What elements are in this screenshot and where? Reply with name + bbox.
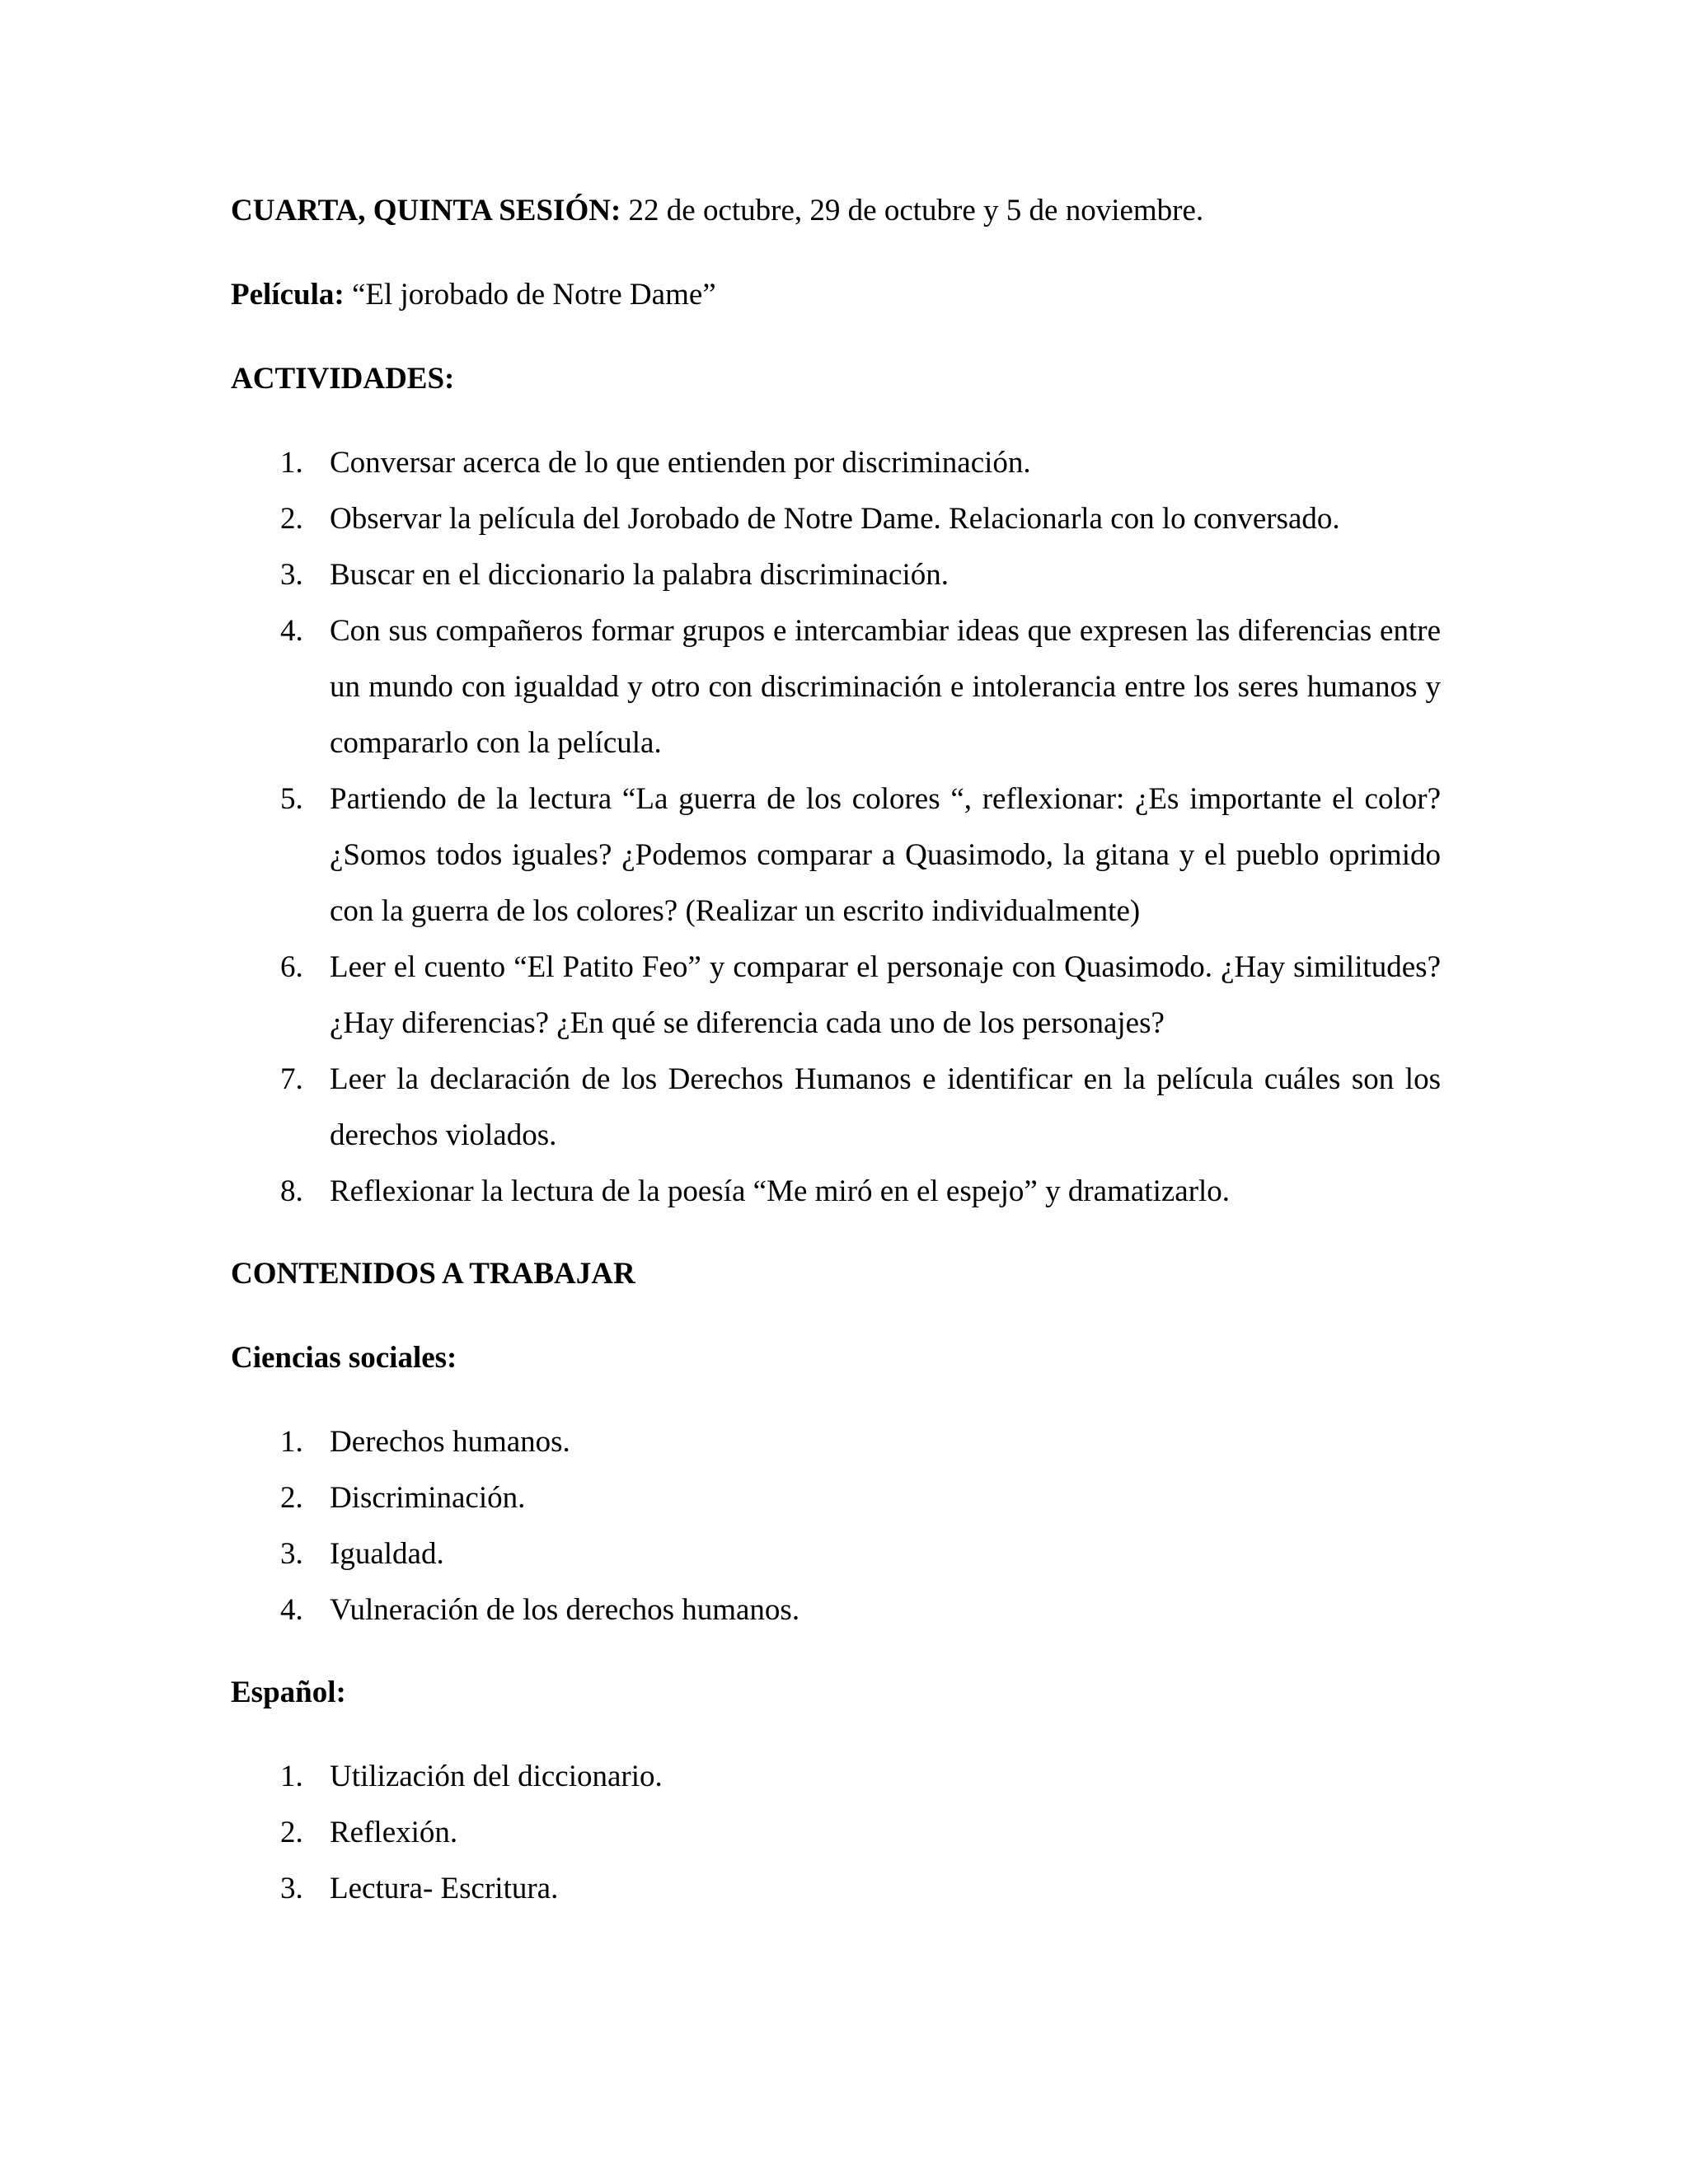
spanish-list xyxy=(231,1749,1441,1917)
item-number: 2. xyxy=(280,1481,303,1515)
list-item xyxy=(231,1582,1441,1638)
item-text: Igualdad. xyxy=(330,1537,444,1571)
item-number: 3. xyxy=(280,1872,303,1905)
session-dates: 22 de octubre, 29 de octubre y 5 de noviembre. xyxy=(621,194,1204,227)
item-text: Utilización del diccionario. xyxy=(330,1760,663,1793)
list-item xyxy=(231,1861,1441,1917)
item-number: 1. xyxy=(280,1760,303,1793)
social-heading: Ciencias sociales: xyxy=(231,1341,457,1375)
list-item xyxy=(231,1805,1441,1861)
activities-heading: ACTIVIDADES: xyxy=(231,362,455,396)
list-item xyxy=(231,1164,1441,1220)
item-number: 1. xyxy=(280,1425,303,1459)
list-item xyxy=(231,1052,1441,1164)
item-text: Derechos humanos. xyxy=(330,1425,570,1459)
session-line xyxy=(231,183,1441,239)
spanish-heading: Español: xyxy=(231,1675,346,1709)
item-number: 4. xyxy=(280,1593,303,1627)
item-text: Vulneración de los derechos humanos. xyxy=(330,1593,800,1627)
session-label: CUARTA, QUINTA SESIÓN: xyxy=(231,194,621,227)
item-number: 8. xyxy=(280,1174,303,1208)
list-item xyxy=(231,603,1441,771)
film-label: Película: xyxy=(231,278,345,312)
film-title: “El jorobado de Notre Dame” xyxy=(344,278,716,312)
item-number: 5. xyxy=(280,782,303,816)
item-number: 7. xyxy=(280,1062,303,1096)
item-text: Reflexionar la lectura de la poesía “Me miró en el espejo” y dramatizarlo. xyxy=(330,1174,1231,1208)
item-text: Discriminación. xyxy=(330,1481,526,1515)
item-text: Conversar acerca de lo que entienden por discriminación. xyxy=(330,446,1031,480)
list-item xyxy=(231,547,1441,603)
item-text: Lectura- Escritura. xyxy=(330,1872,559,1905)
item-number: 2. xyxy=(280,1816,303,1849)
list-item xyxy=(231,1414,1441,1470)
item-text: Con sus compañeros formar grupos e intercambiar ideas que expresen las diferencias entre un mundo con igualdad y otro con discriminación e intolerancia entre los seres humanos y compararlo con la película. xyxy=(330,614,1441,760)
item-text: Leer la declaración de los Derechos Humanos e identificar en la película cuáles son los derechos violados. xyxy=(330,1062,1441,1152)
activities-list xyxy=(231,435,1441,1220)
list-item xyxy=(231,1749,1441,1805)
list-item xyxy=(231,771,1441,940)
list-item xyxy=(231,435,1441,491)
list-item xyxy=(231,1526,1441,1582)
item-text: Leer el cuento “El Patito Feo” y comparar el personaje con Quasimodo. ¿Hay similitudes? ¿Hay diferencias? ¿En qué se diferencia cada uno de los personajes? xyxy=(330,950,1441,1040)
list-item xyxy=(231,491,1441,547)
item-number: 2. xyxy=(280,502,303,536)
item-number: 6. xyxy=(280,950,303,984)
document-page xyxy=(231,183,1441,1917)
item-number: 3. xyxy=(280,558,303,592)
item-text: Partiendo de la lectura “La guerra de los colores “, reflexionar: ¿Es importante el color? ¿Somos todos iguales? ¿Podemos comparar a Quasimodo, la gitana y el pueblo oprimido con la guerra de los colores? (Realizar un escrito individualmente) xyxy=(330,782,1441,928)
item-text: Reflexión. xyxy=(330,1816,458,1849)
list-item xyxy=(231,940,1441,1052)
item-number: 4. xyxy=(280,614,303,648)
contents-heading: CONTENIDOS A TRABAJAR xyxy=(231,1257,635,1291)
item-text: Observar la película del Jorobado de Notre Dame. Relacionarla con lo conversado. xyxy=(330,502,1340,536)
social-list xyxy=(231,1414,1441,1638)
item-text: Buscar en el diccionario la palabra discriminación. xyxy=(330,558,950,592)
film-line xyxy=(231,267,1441,323)
item-number: 1. xyxy=(280,446,303,480)
list-item xyxy=(231,1470,1441,1526)
item-number: 3. xyxy=(280,1537,303,1571)
